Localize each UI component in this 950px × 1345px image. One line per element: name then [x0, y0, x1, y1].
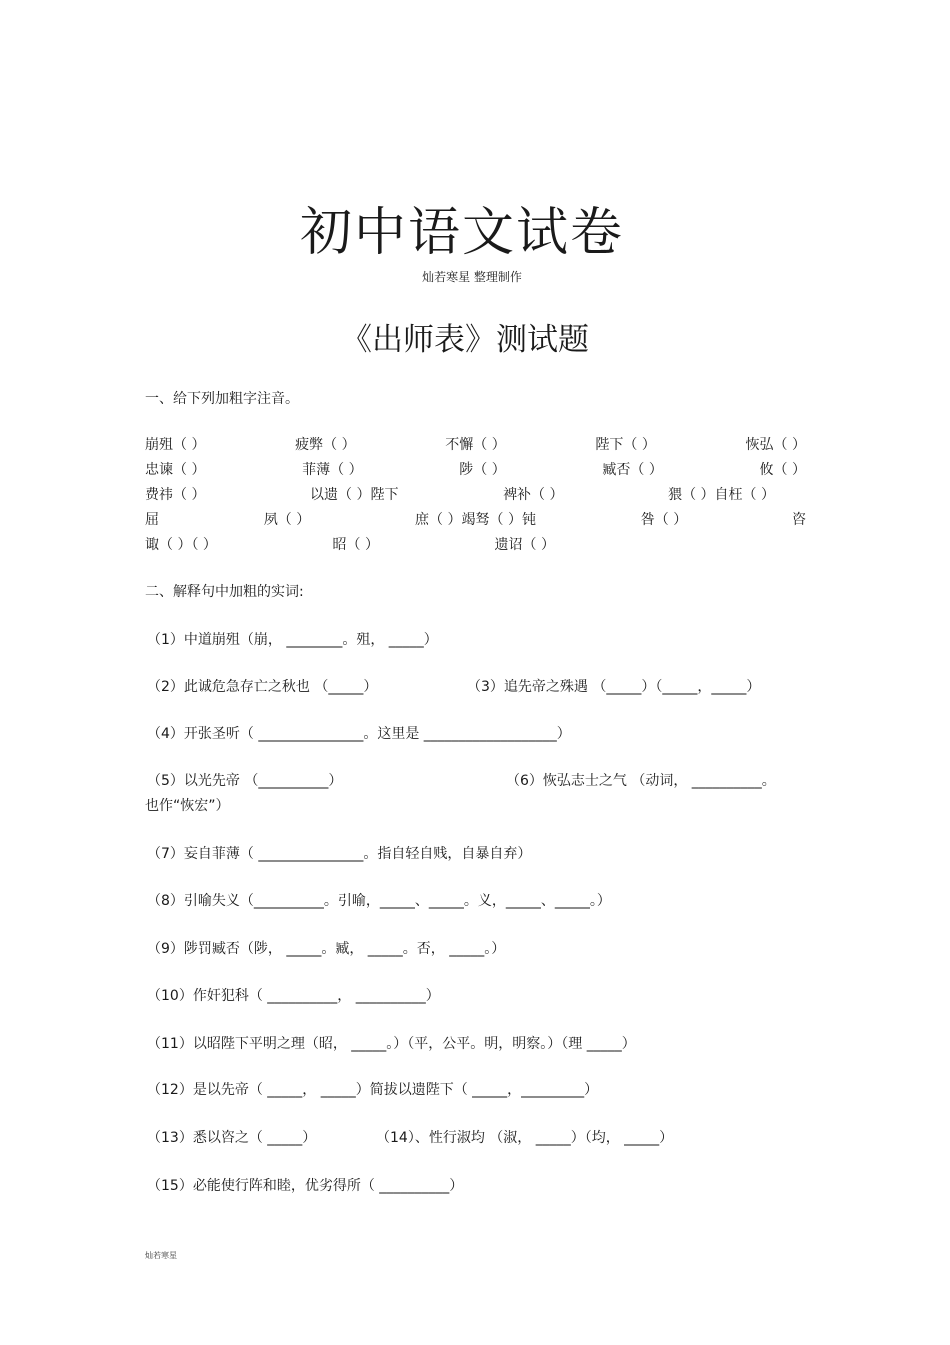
paper-title: 《出师表》测试题 — [341, 322, 589, 358]
pinyin-item: 咨 — [792, 512, 806, 528]
pinyin-item: 诹（ ）（ ） — [145, 537, 217, 553]
question-item-continuation: 也作“恢宏”） — [145, 798, 230, 814]
question-item: （11）以昭陛下平明之理（昭， _____。）（平，公平。明，明察。）（理 _____） — [147, 1036, 636, 1052]
pinyin-item: 费祎（ ） — [145, 487, 206, 503]
question-item: （5）以光先帝 （__________） — [147, 773, 343, 789]
question-item: （6）恢弘志士之气 （动词， __________。 — [506, 773, 776, 789]
pinyin-item: 不懈（ ） — [445, 437, 506, 453]
pinyin-item: 裨补（ ） — [503, 487, 564, 503]
pinyin-item: 夙（ ） — [263, 512, 311, 528]
question-item: （8）引喻失义（__________。引喻，_____、_____。义，_____、_____。） — [147, 893, 611, 909]
pinyin-row — [145, 535, 555, 555]
footer-watermark: 灿若寒星 — [145, 1251, 177, 1260]
pinyin-row — [145, 485, 775, 505]
question-item: （12）是以先帝（ _____， _____）简拔以遗陛下（ _____，_________） — [147, 1082, 599, 1098]
pinyin-item: 恢弘（ ） — [745, 437, 806, 453]
question-item: （7）妄自菲薄（ _______________。指自轻自贱，自暴自弃） — [147, 846, 532, 862]
pinyin-item: 遗诏（ ） — [494, 537, 555, 553]
author-credit: 灿若寒星 整理制作 — [422, 270, 522, 284]
pinyin-row — [145, 510, 806, 530]
pinyin-item: 屈 — [145, 512, 159, 528]
pinyin-item: 崩殂（ ） — [145, 437, 206, 453]
pinyin-item: 猥（ ）自枉（ ） — [668, 487, 775, 503]
pinyin-item: 疲弊（ ） — [295, 437, 356, 453]
question-item: （1）中道崩殂（崩， ________。殂， _____） — [147, 632, 438, 648]
page-title: 初中语文试卷 — [299, 203, 624, 263]
pinyin-item: 臧否（ ） — [602, 462, 663, 478]
pinyin-row — [145, 435, 806, 455]
question-item: （14）、性行淑均 （淑， _____）（均， _____） — [376, 1130, 674, 1146]
question-item: （4）开张圣听（ _______________。这里是 ___________________） — [147, 726, 571, 742]
pinyin-item: 以遗（ ）陛下 — [310, 487, 399, 503]
pinyin-item: 咎（ ） — [640, 512, 688, 528]
question-item: （15）必能使行阵和睦，优劣得所（ __________） — [147, 1178, 464, 1194]
pinyin-item: 攸（ ） — [759, 462, 806, 478]
section2-heading: 二、解释句中加粗的实词: — [145, 584, 304, 600]
question-item: （10）作奸犯科（ __________， __________） — [147, 988, 440, 1004]
pinyin-row — [145, 460, 806, 480]
question-item: （3）追先帝之殊遇 （_____）（_____，_____） — [467, 679, 761, 695]
question-item: （2）此诚危急存亡之秋也 （_____） — [147, 679, 378, 695]
pinyin-item: 陟（ ） — [459, 462, 506, 478]
pinyin-item: 昭（ ） — [332, 537, 379, 553]
question-item: （13）悉以咨之（ _____） — [147, 1130, 317, 1146]
pinyin-item: 庶（ ）竭驽（ ）钝 — [415, 512, 536, 528]
question-item: （9）陟罚臧否（陟， _____。臧， _____。否， _____。） — [147, 941, 506, 957]
section1-heading: 一、给下列加粗字注音。 — [145, 391, 299, 407]
pinyin-item: 忠谏（ ） — [145, 462, 206, 478]
pinyin-item: 陛下（ ） — [595, 437, 656, 453]
pinyin-item: 菲薄（ ） — [302, 462, 363, 478]
